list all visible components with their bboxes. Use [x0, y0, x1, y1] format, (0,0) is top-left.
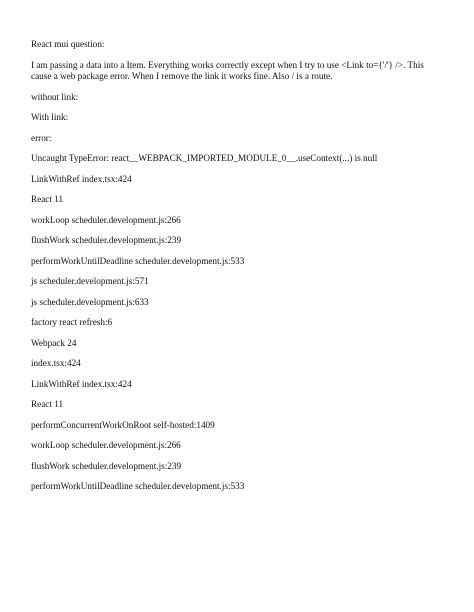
- stack-line: workLoop scheduler.development.js:266: [31, 440, 181, 450]
- stack-line: performConcurrentWorkOnRoot self-hosted:1409: [31, 419, 215, 430]
- document-title: React mui question:: [31, 39, 105, 49]
- stack-line: workLoop scheduler.development.js:266: [31, 214, 181, 225]
- paragraph-without-link: without link:: [31, 91, 79, 102]
- stack-line: LinkWithRef index.tsx:424: [31, 173, 132, 184]
- stack-line: flushWork scheduler.development.js:239: [31, 235, 182, 245]
- stack-line: performWorkUntilDeadline scheduler.development.js:533: [31, 481, 245, 491]
- stack-line: factory react refresh:6: [31, 317, 113, 327]
- document-body: [31, 39, 431, 502]
- paragraph-question: I am passing a data into a Item. Everything works correctly except when I try to use <Link to={'/'} />. This cause a web package error. When I remove the link it works fine. Also / is a route.: [31, 59, 427, 81]
- error-message: Uncaught TypeError: react__WEBPACK_IMPORTED_MODULE_0__.useContext(...) is null: [31, 153, 378, 163]
- paragraph-with-link: With link:: [31, 112, 69, 122]
- stack-line: performWorkUntilDeadline scheduler.development.js:533: [31, 255, 245, 266]
- stack-line: index.tsx:424: [31, 358, 81, 368]
- stack-line: js scheduler.development.js:633: [31, 296, 149, 307]
- stack-line: React 11: [31, 399, 64, 409]
- stack-line: React 11: [31, 194, 64, 204]
- stack-line: js scheduler.development.js:571: [31, 276, 149, 286]
- stack-line: LinkWithRef index.tsx:424: [31, 378, 132, 389]
- paragraph-error-label: error:: [31, 132, 52, 143]
- stack-line: flushWork scheduler.development.js:239: [31, 460, 182, 471]
- stack-line: Webpack 24: [31, 337, 77, 348]
